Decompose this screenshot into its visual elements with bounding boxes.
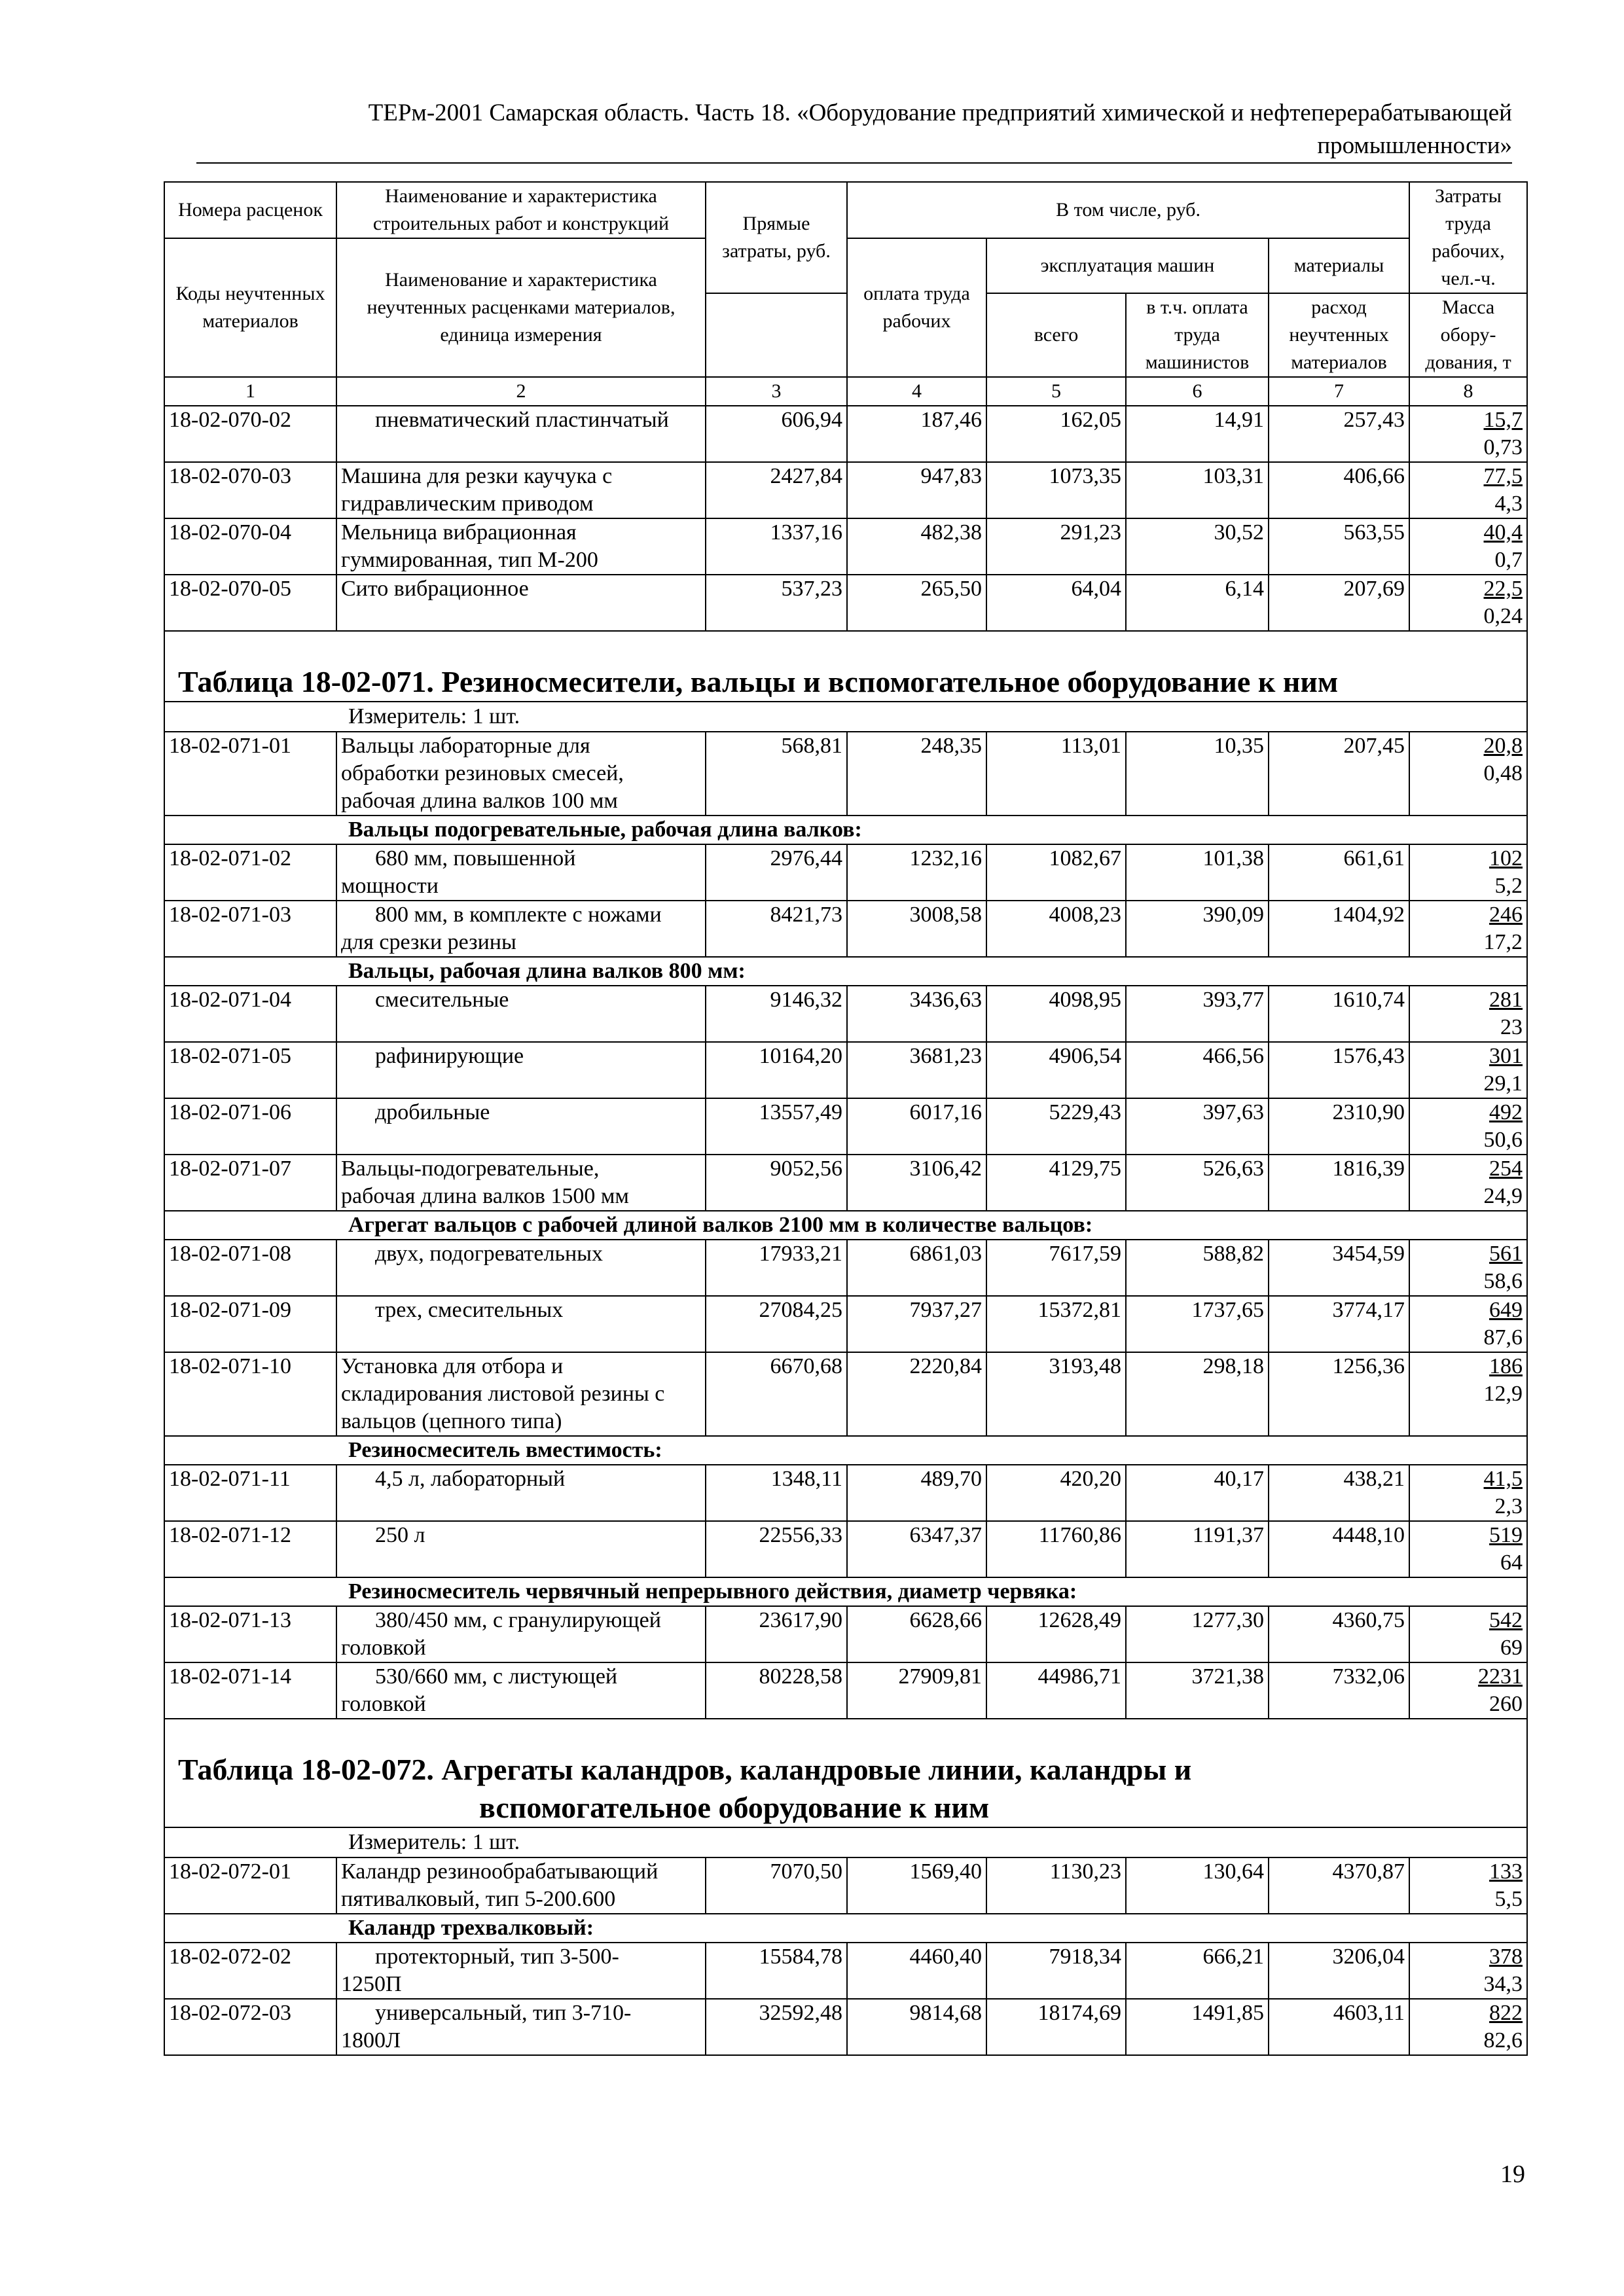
materials-cost: 3454,59 [1269, 1240, 1409, 1296]
table-row [164, 1042, 1527, 1098]
machinist-wages: 1737,65 [1126, 1296, 1269, 1352]
rate-name: 530/660 мм, с листующей головкой [336, 1662, 706, 1719]
direct-cost: 8421,73 [706, 901, 847, 957]
rate-name: рафинирующие [336, 1042, 706, 1098]
wages: 187,46 [847, 406, 986, 462]
rate-code: 18-02-071-08 [164, 1240, 336, 1296]
machinist-wages: 666,21 [1126, 1943, 1269, 1999]
page-header [196, 97, 1512, 162]
wages: 3681,23 [847, 1042, 986, 1098]
rate-name: 680 мм, повышенной мощности [336, 844, 706, 901]
direct-cost: 606,94 [706, 406, 847, 462]
col-name-header: Наименование и характеристика строительных работ и конструкций [336, 182, 706, 238]
table-071-title: Таблица 18-02-071. Резиносмесители, вальцы и вспомогательное оборудование к ним [164, 631, 1527, 702]
group-header: Вальцы, рабочая длина валков 800 мм: [164, 957, 1527, 986]
labor-mass: 133 5,5 [1409, 1857, 1527, 1914]
rate-name: Каландр резинообрабатывающий пятивалковый, тип 5-200.600 [336, 1857, 706, 1914]
machines-cost: 291,23 [986, 518, 1126, 575]
machines-cost: 113,01 [986, 732, 1126, 816]
materials-cost: 3206,04 [1269, 1943, 1409, 1999]
col-code-sub-header: Коды неучтенных материалов [164, 238, 336, 377]
table-row [164, 1240, 1527, 1296]
machinist-wages: 393,77 [1126, 986, 1269, 1042]
wages: 1569,40 [847, 1857, 986, 1914]
labor-mass: 378 34,3 [1409, 1943, 1527, 1999]
labor-mass: 542 69 [1409, 1606, 1527, 1662]
table-row [164, 1943, 1527, 1999]
table-071-unit: Измеритель: 1 шт. [164, 702, 1527, 732]
col-materials-header: материалы [1269, 238, 1409, 293]
direct-cost: 1337,16 [706, 518, 847, 575]
machinist-wages: 390,09 [1126, 901, 1269, 957]
table-072-title: Таблица 18-02-072. Агрегаты каландров, каландровые линии, каландры и вспомогательное оборудование к ним [164, 1719, 1527, 1827]
labor-mass: 649 87,6 [1409, 1296, 1527, 1352]
wages: 2220,84 [847, 1352, 986, 1436]
table-row [164, 986, 1527, 1042]
table-title-row [164, 631, 1527, 702]
rate-name: Машина для резки каучука с гидравлическим приводом [336, 462, 706, 518]
header-line-1: ТЕРм-2001 Самарская область. Часть 18. «Оборудование предприятий химической и нефтеперерабатывающей [368, 99, 1512, 126]
rate-code: 18-02-070-02 [164, 406, 336, 462]
wages: 1232,16 [847, 844, 986, 901]
rate-code: 18-02-071-09 [164, 1296, 336, 1352]
direct-cost: 537,23 [706, 575, 847, 631]
col-code-header: Номера расценок [164, 182, 336, 238]
materials-cost: 4370,87 [1269, 1857, 1409, 1914]
machinist-wages: 3721,38 [1126, 1662, 1269, 1719]
wages: 6861,03 [847, 1240, 986, 1296]
group-header-row [164, 1914, 1527, 1943]
machinist-wages: 526,63 [1126, 1155, 1269, 1211]
machines-cost: 15372,81 [986, 1296, 1126, 1352]
col-number-4: 4 [847, 377, 986, 406]
materials-cost: 4360,75 [1269, 1606, 1409, 1662]
machines-cost: 5229,43 [986, 1098, 1126, 1155]
materials-cost: 1610,74 [1269, 986, 1409, 1042]
direct-cost: 17933,21 [706, 1240, 847, 1296]
table-unit-row [164, 702, 1527, 732]
direct-cost: 7070,50 [706, 1857, 847, 1914]
direct-cost: 80228,58 [706, 1662, 847, 1719]
rate-code: 18-02-070-04 [164, 518, 336, 575]
group-header-row [164, 816, 1527, 844]
rate-code: 18-02-072-02 [164, 1943, 336, 1999]
machinist-wages: 397,63 [1126, 1098, 1269, 1155]
labor-mass: 492 50,6 [1409, 1098, 1527, 1155]
rate-code: 18-02-071-12 [164, 1521, 336, 1577]
machinist-wages: 588,82 [1126, 1240, 1269, 1296]
rate-code: 18-02-071-04 [164, 986, 336, 1042]
rate-code: 18-02-071-14 [164, 1662, 336, 1719]
machines-cost: 64,04 [986, 575, 1126, 631]
rate-code: 18-02-071-05 [164, 1042, 336, 1098]
col-number-7: 7 [1269, 377, 1409, 406]
rate-name: 800 мм, в комплекте с ножами для срезки резины [336, 901, 706, 957]
group-header: Резиносмеситель червячный непрерывного действия, диаметр червяка: [164, 1577, 1527, 1606]
rate-name: 4,5 л, лабораторный [336, 1465, 706, 1521]
labor-mass: 77,5 4,3 [1409, 462, 1527, 518]
rate-code: 18-02-072-01 [164, 1857, 336, 1914]
col-number-5: 5 [986, 377, 1126, 406]
table-row [164, 518, 1527, 575]
machines-cost: 4906,54 [986, 1042, 1126, 1098]
materials-cost: 1576,43 [1269, 1042, 1409, 1098]
col-number-2: 2 [336, 377, 706, 406]
wages: 27909,81 [847, 1662, 986, 1719]
col-materials-sub-header: расход неучтенных материалов [1269, 293, 1409, 377]
direct-cost: 10164,20 [706, 1042, 847, 1098]
direct-cost: 9146,32 [706, 986, 847, 1042]
rate-name: трех, смесительных [336, 1296, 706, 1352]
labor-mass: 41,5 2,3 [1409, 1465, 1527, 1521]
table-row [164, 462, 1527, 518]
machinist-wages: 1191,37 [1126, 1521, 1269, 1577]
materials-cost: 1256,36 [1269, 1352, 1409, 1436]
col-machinists-header: в т.ч. оплата труда машинистов [1126, 293, 1269, 377]
table-row [164, 1521, 1527, 1577]
machines-cost: 4008,23 [986, 901, 1126, 957]
rate-name: смесительные [336, 986, 706, 1042]
labor-mass: 186 12,9 [1409, 1352, 1527, 1436]
rate-code: 18-02-071-11 [164, 1465, 336, 1521]
table-unit-row [164, 1827, 1527, 1857]
wages: 4460,40 [847, 1943, 986, 1999]
labor-mass: 15,7 0,73 [1409, 406, 1527, 462]
materials-cost: 257,43 [1269, 406, 1409, 462]
machines-cost: 7617,59 [986, 1240, 1126, 1296]
rate-code: 18-02-071-01 [164, 732, 336, 816]
col-mass-header: Масса обору-дования, т [1409, 293, 1527, 377]
table-row [164, 1857, 1527, 1914]
page-number: 19 [1500, 2161, 1525, 2188]
direct-cost: 13557,49 [706, 1098, 847, 1155]
group-header-row [164, 957, 1527, 986]
machinist-wages: 101,38 [1126, 844, 1269, 901]
machinist-wages: 1491,85 [1126, 1999, 1269, 2055]
machinist-wages: 40,17 [1126, 1465, 1269, 1521]
rate-name: Вальцы лабораторные для обработки резиновых смесей, рабочая длина валков 100 мм [336, 732, 706, 816]
group-header-row [164, 1436, 1527, 1465]
rate-code: 18-02-071-13 [164, 1606, 336, 1662]
rate-code: 18-02-071-03 [164, 901, 336, 957]
group-header-row [164, 1577, 1527, 1606]
labor-mass: 519 64 [1409, 1521, 1527, 1577]
materials-cost: 3774,17 [1269, 1296, 1409, 1352]
wages: 6628,66 [847, 1606, 986, 1662]
table-row [164, 406, 1527, 462]
materials-cost: 4448,10 [1269, 1521, 1409, 1577]
materials-cost: 438,21 [1269, 1465, 1409, 1521]
table-row [164, 1606, 1527, 1662]
machines-cost: 1082,67 [986, 844, 1126, 901]
machines-cost: 4129,75 [986, 1155, 1126, 1211]
col-number-8: 8 [1409, 377, 1527, 406]
direct-cost: 15584,78 [706, 1943, 847, 1999]
table-row [164, 1098, 1527, 1155]
labor-mass: 561 58,6 [1409, 1240, 1527, 1296]
machines-cost: 3193,48 [986, 1352, 1126, 1436]
wages: 3436,63 [847, 986, 986, 1042]
direct-cost: 23617,90 [706, 1606, 847, 1662]
rate-name: 250 л [336, 1521, 706, 1577]
machines-cost: 11760,86 [986, 1521, 1126, 1577]
direct-cost: 2427,84 [706, 462, 847, 518]
header-rule [196, 162, 1512, 164]
labor-mass: 20,8 0,48 [1409, 732, 1527, 816]
machines-cost: 44986,71 [986, 1662, 1126, 1719]
table-row [164, 844, 1527, 901]
table-row [164, 732, 1527, 816]
labor-mass: 2231 260 [1409, 1662, 1527, 1719]
col-incl-header: В том числе, руб. [847, 182, 1409, 238]
group-header: Каландр трехвалковый: [164, 1914, 1527, 1943]
rate-code: 18-02-071-10 [164, 1352, 336, 1436]
rate-name: Мельница вибрационная гуммированная, тип М-200 [336, 518, 706, 575]
wages: 482,38 [847, 518, 986, 575]
machinist-wages: 1277,30 [1126, 1606, 1269, 1662]
col-number-3: 3 [706, 377, 847, 406]
col-number-6: 6 [1126, 377, 1269, 406]
machinist-wages: 30,52 [1126, 518, 1269, 575]
rate-name: Вальцы-подогревательные, рабочая длина валков 1500 мм [336, 1155, 706, 1211]
direct-cost: 1348,11 [706, 1465, 847, 1521]
table-row [164, 1155, 1527, 1211]
table-row [164, 901, 1527, 957]
rates-table [164, 181, 1528, 2056]
direct-cost: 6670,68 [706, 1352, 847, 1436]
table-title-row [164, 1719, 1527, 1827]
labor-mass: 254 24,9 [1409, 1155, 1527, 1211]
materials-cost: 4603,11 [1269, 1999, 1409, 2055]
table-row [164, 1296, 1527, 1352]
direct-cost: 2976,44 [706, 844, 847, 901]
direct-cost: 22556,33 [706, 1521, 847, 1577]
labor-mass: 102 5,2 [1409, 844, 1527, 901]
table-row [164, 575, 1527, 631]
wages: 3106,42 [847, 1155, 986, 1211]
group-header: Резиносмеситель вместимость: [164, 1436, 1527, 1465]
col-name-sub-header: Наименование и характеристика неучтенных расценками материалов, единица измерения [336, 238, 706, 377]
materials-cost: 406,66 [1269, 462, 1409, 518]
col-number-1: 1 [164, 377, 336, 406]
rate-name: Сито вибрационное [336, 575, 706, 631]
rate-code: 18-02-070-03 [164, 462, 336, 518]
col-direct-spacer [706, 293, 847, 377]
materials-cost: 7332,06 [1269, 1662, 1409, 1719]
rate-name: протекторный, тип 3-500- 1250П [336, 1943, 706, 1999]
rate-name: универсальный, тип 3-710- 1800Л [336, 1999, 706, 2055]
machinist-wages: 466,56 [1126, 1042, 1269, 1098]
table-row [164, 1465, 1527, 1521]
rate-name: дробильные [336, 1098, 706, 1155]
rate-code: 18-02-071-02 [164, 844, 336, 901]
labor-mass: 822 82,6 [1409, 1999, 1527, 2055]
wages: 947,83 [847, 462, 986, 518]
col-direct-header: Прямые затраты, руб. [706, 182, 847, 293]
rate-code: 18-02-071-06 [164, 1098, 336, 1155]
machines-cost: 18174,69 [986, 1999, 1126, 2055]
materials-cost: 207,69 [1269, 575, 1409, 631]
wages: 248,35 [847, 732, 986, 816]
machinist-wages: 14,91 [1126, 406, 1269, 462]
wages: 6347,37 [847, 1521, 986, 1577]
machines-cost: 4098,95 [986, 986, 1126, 1042]
table-head [164, 182, 1527, 406]
rate-name: двух, подогревательных [336, 1240, 706, 1296]
col-labor-header: Затраты труда рабочих, чел.-ч. [1409, 182, 1527, 293]
group-header-row [164, 1211, 1527, 1240]
table-072-unit: Измеритель: 1 шт. [164, 1827, 1527, 1857]
table-row [164, 1662, 1527, 1719]
labor-mass: 40,4 0,7 [1409, 518, 1527, 575]
rate-name: 380/450 мм, с гранулирующей головкой [336, 1606, 706, 1662]
labor-mass: 301 29,1 [1409, 1042, 1527, 1098]
group-header: Агрегат вальцов с рабочей длиной валков 2100 мм в количестве вальцов: [164, 1211, 1527, 1240]
labor-mass: 22,5 0,24 [1409, 575, 1527, 631]
labor-mass: 246 17,2 [1409, 901, 1527, 957]
rate-code: 18-02-071-07 [164, 1155, 336, 1211]
materials-cost: 661,61 [1269, 844, 1409, 901]
col-wages-header: оплата труда рабочих [847, 238, 986, 377]
machinist-wages: 10,35 [1126, 732, 1269, 816]
col-machines-header: эксплуатация машин [986, 238, 1269, 293]
machines-cost: 1130,23 [986, 1857, 1126, 1914]
wages: 3008,58 [847, 901, 986, 957]
table-body [164, 406, 1527, 2055]
machines-cost: 162,05 [986, 406, 1126, 462]
materials-cost: 563,55 [1269, 518, 1409, 575]
direct-cost: 27084,25 [706, 1296, 847, 1352]
rate-code: 18-02-072-03 [164, 1999, 336, 2055]
header-line-2: промышленности» [1317, 132, 1512, 159]
wages: 9814,68 [847, 1999, 986, 2055]
machines-cost: 1073,35 [986, 462, 1126, 518]
machinist-wages: 130,64 [1126, 1857, 1269, 1914]
direct-cost: 9052,56 [706, 1155, 847, 1211]
machines-cost: 12628,49 [986, 1606, 1126, 1662]
wages: 265,50 [847, 575, 986, 631]
wages: 7937,27 [847, 1296, 986, 1352]
machinist-wages: 6,14 [1126, 575, 1269, 631]
materials-cost: 207,45 [1269, 732, 1409, 816]
machines-cost: 7918,34 [986, 1943, 1126, 1999]
machinist-wages: 298,18 [1126, 1352, 1269, 1436]
materials-cost: 1404,92 [1269, 901, 1409, 957]
materials-cost: 1816,39 [1269, 1155, 1409, 1211]
table-row [164, 1352, 1527, 1436]
labor-mass: 281 23 [1409, 986, 1527, 1042]
machinist-wages: 103,31 [1126, 462, 1269, 518]
wages: 489,70 [847, 1465, 986, 1521]
rate-name: пневматический пластинчатый [336, 406, 706, 462]
materials-cost: 2310,90 [1269, 1098, 1409, 1155]
machines-cost: 420,20 [986, 1465, 1126, 1521]
group-header: Вальцы подогревательные, рабочая длина валков: [164, 816, 1527, 844]
rate-name: Установка для отбора и складирования листовой резины с вальцов (цепного типа) [336, 1352, 706, 1436]
direct-cost: 568,81 [706, 732, 847, 816]
rate-code: 18-02-070-05 [164, 575, 336, 631]
wages: 6017,16 [847, 1098, 986, 1155]
col-machines-total-header: всего [986, 293, 1126, 377]
table-row [164, 1999, 1527, 2055]
direct-cost: 32592,48 [706, 1999, 847, 2055]
